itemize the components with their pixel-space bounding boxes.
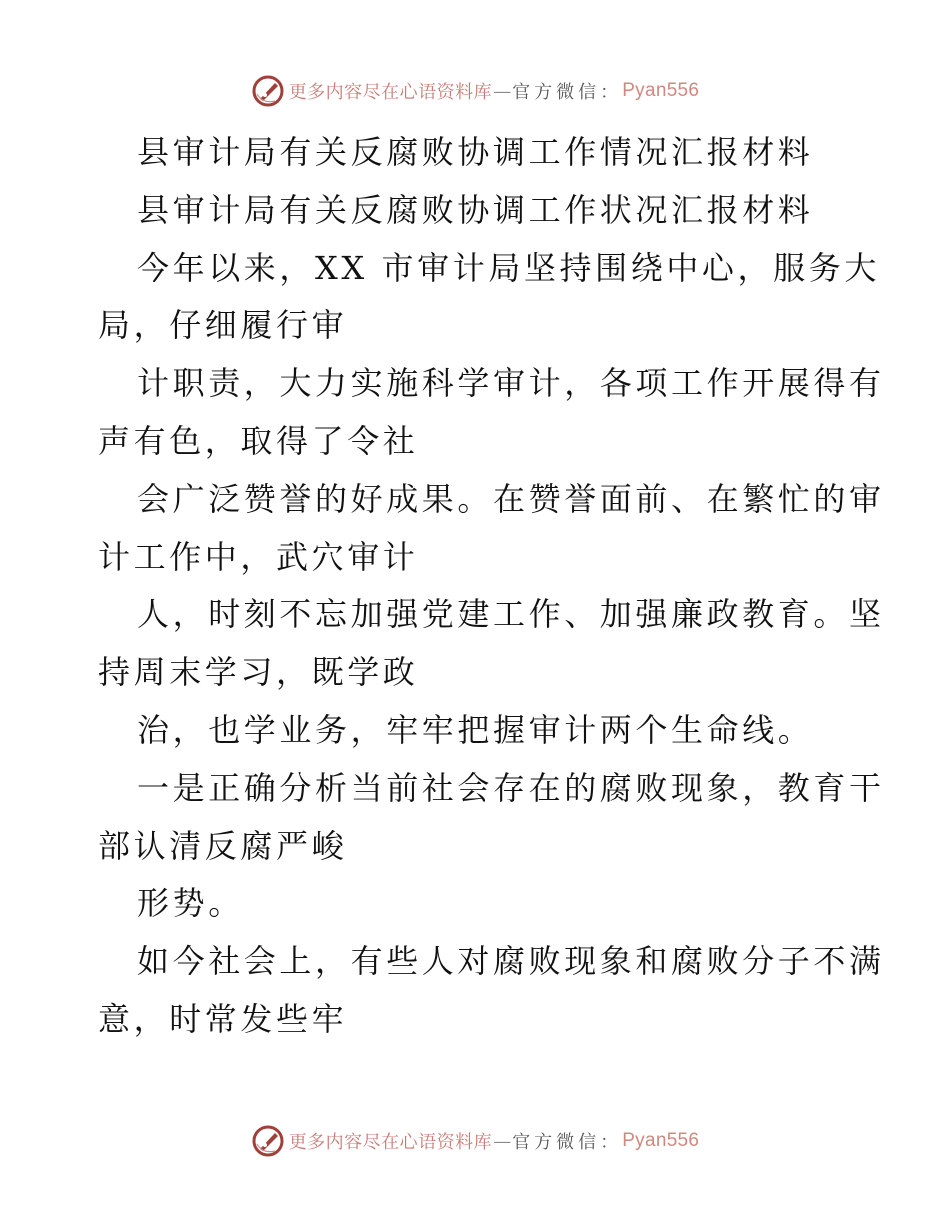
paragraph-line: 部认清反腐严峻 bbox=[98, 826, 348, 865]
paragraph-line: 一是正确分析当前社会存在的腐败现象，教育干 bbox=[137, 768, 885, 807]
paragraph-line: 声有色，取得了令社 bbox=[98, 421, 419, 460]
paragraph-line: 计职责，大力实施科学审计，各项工作开展得有 bbox=[137, 364, 885, 403]
separator-dash: — bbox=[493, 1130, 512, 1152]
wechat-id: Pyan556 bbox=[622, 1130, 700, 1151]
wechat-label: 官方微信： bbox=[512, 82, 623, 103]
paragraph-line: 意，时常发些牢 bbox=[98, 999, 348, 1038]
pen-quill-logo-icon bbox=[251, 74, 285, 108]
title-line: 县审计局有关反腐败协调工作情况汇报材料 bbox=[137, 133, 814, 171]
wechat-label: 官方微信： bbox=[512, 1132, 623, 1153]
site-promo-text: 更多内容尽在心语资料库 bbox=[288, 82, 493, 103]
paragraph-line: 局，仔细履行审 bbox=[98, 306, 348, 345]
paragraph-line: 今年以来，XX 市审计局坚持围绕中心，服务大 bbox=[137, 248, 880, 287]
paragraph-line: 如今社会上，有些人对腐败现象和腐败分子不满 bbox=[137, 942, 885, 981]
paragraph-line: 形势。 bbox=[137, 884, 244, 923]
document-body bbox=[98, 124, 885, 1049]
pen-quill-logo-icon bbox=[251, 1124, 285, 1158]
wechat-id: Pyan556 bbox=[622, 80, 700, 101]
paragraph-line: 持周末学习，既学政 bbox=[98, 653, 419, 692]
paragraph-line: 治，也学业务，牢牢把握审计两个生命线。 bbox=[137, 710, 814, 749]
separator-dash: — bbox=[493, 80, 512, 102]
subtitle-line: 县审计局有关反腐败协调工作状况汇报材料 bbox=[137, 190, 814, 229]
site-promo-text: 更多内容尽在心语资料库 bbox=[288, 1132, 493, 1153]
paragraph-line: 人，时刻不忘加强党建工作、加强廉政教育。坚 bbox=[137, 595, 885, 634]
header-banner bbox=[0, 71, 950, 111]
paragraph-line: 计工作中，武穴审计 bbox=[98, 537, 419, 576]
footer-banner bbox=[0, 1121, 950, 1161]
paragraph-line: 会广泛赞誉的好成果。在赞誉面前、在繁忙的审 bbox=[137, 479, 885, 518]
